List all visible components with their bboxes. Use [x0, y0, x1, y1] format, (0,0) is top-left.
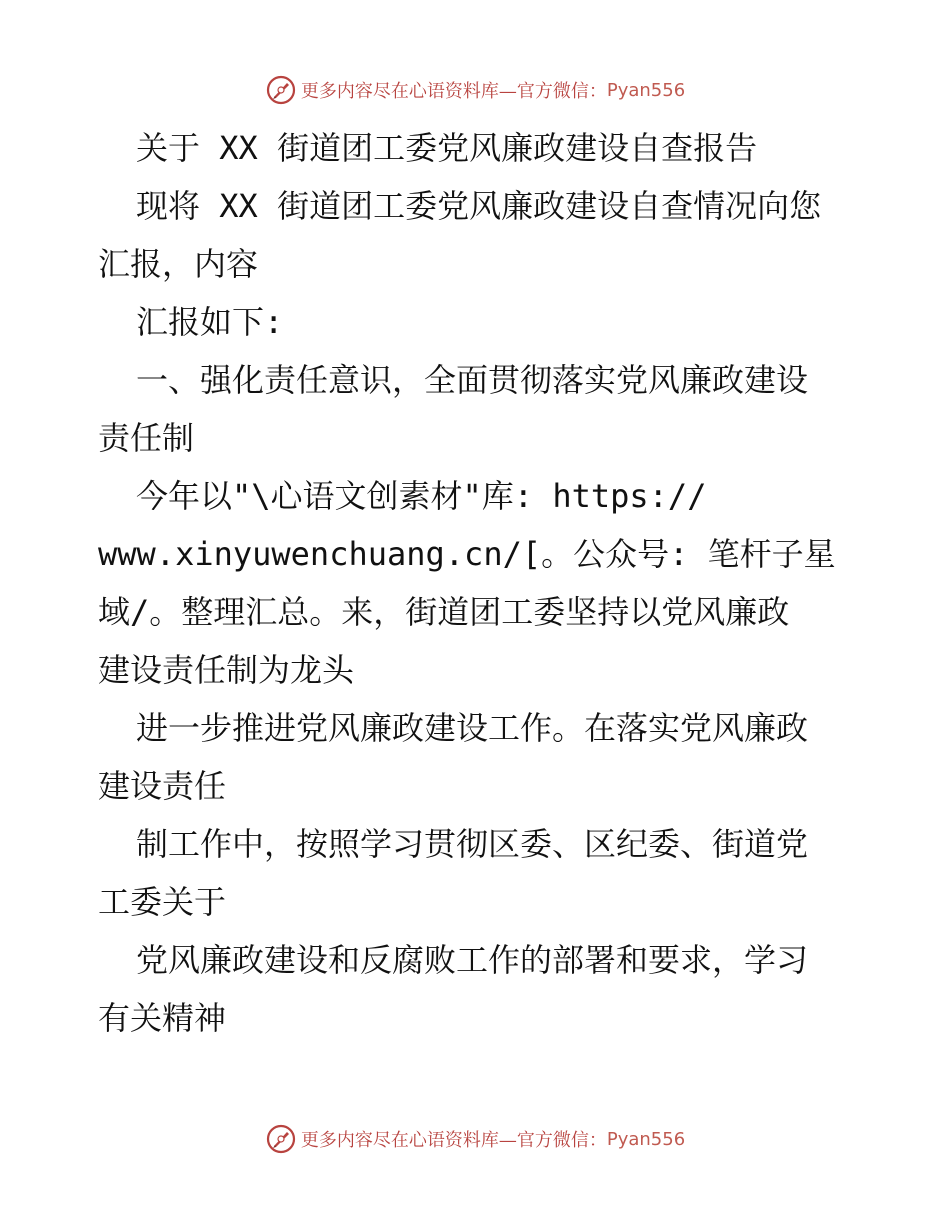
paragraph-line: 工委关于 [98, 883, 227, 921]
paragraph-line: 现将 XX 街道团工委党风廉政建设自查情况向您 [136, 187, 822, 225]
paragraph-line: 有关精神 [98, 999, 227, 1037]
paragraph-line: 进一步推进党风廉政建设工作。在落实党风廉政 [136, 709, 809, 747]
header-banner-text: 更多内容尽在心语资料库—官方微信： [300, 81, 607, 102]
paragraph-line: www.xinyuwenchuang.cn/[。公众号: 笔杆子星 [98, 535, 836, 573]
feather-pen-circle-icon [265, 1123, 297, 1155]
document-title: 关于 XX 街道团工委党风廉政建设自查报告 [136, 129, 758, 167]
paragraph-line: 建设责任 [98, 767, 227, 805]
feather-pen-circle-icon [265, 74, 297, 106]
footer-wechat-id: Pyan556 [606, 1128, 686, 1150]
paragraph-line: 制工作中，按照学习贯彻区委、区纪委、街道党 [136, 825, 809, 863]
section-heading: 责任制 [98, 419, 195, 457]
paragraph-line: 汇报，内容 [98, 245, 259, 283]
paragraph-line: 今年以"\心语文创素材"库: https:// [136, 477, 707, 515]
footer-banner-text: 更多内容尽在心语资料库—官方微信： [300, 1130, 607, 1151]
header-banner [0, 70, 950, 110]
header-wechat-id: Pyan556 [606, 79, 686, 101]
document-body [98, 119, 858, 1047]
paragraph-line: 党风廉政建设和反腐败工作的部署和要求，学习 [136, 941, 809, 979]
paragraph-line: 域/。整理汇总。来，街道团工委坚持以党风廉政 [98, 593, 790, 631]
paragraph-line: 汇报如下: [136, 303, 284, 341]
section-heading: 一、强化责任意识，全面贯彻落实党风廉政建设 [136, 361, 809, 399]
footer-banner [0, 1119, 950, 1159]
paragraph-line: 建设责任制为龙头 [98, 651, 355, 689]
